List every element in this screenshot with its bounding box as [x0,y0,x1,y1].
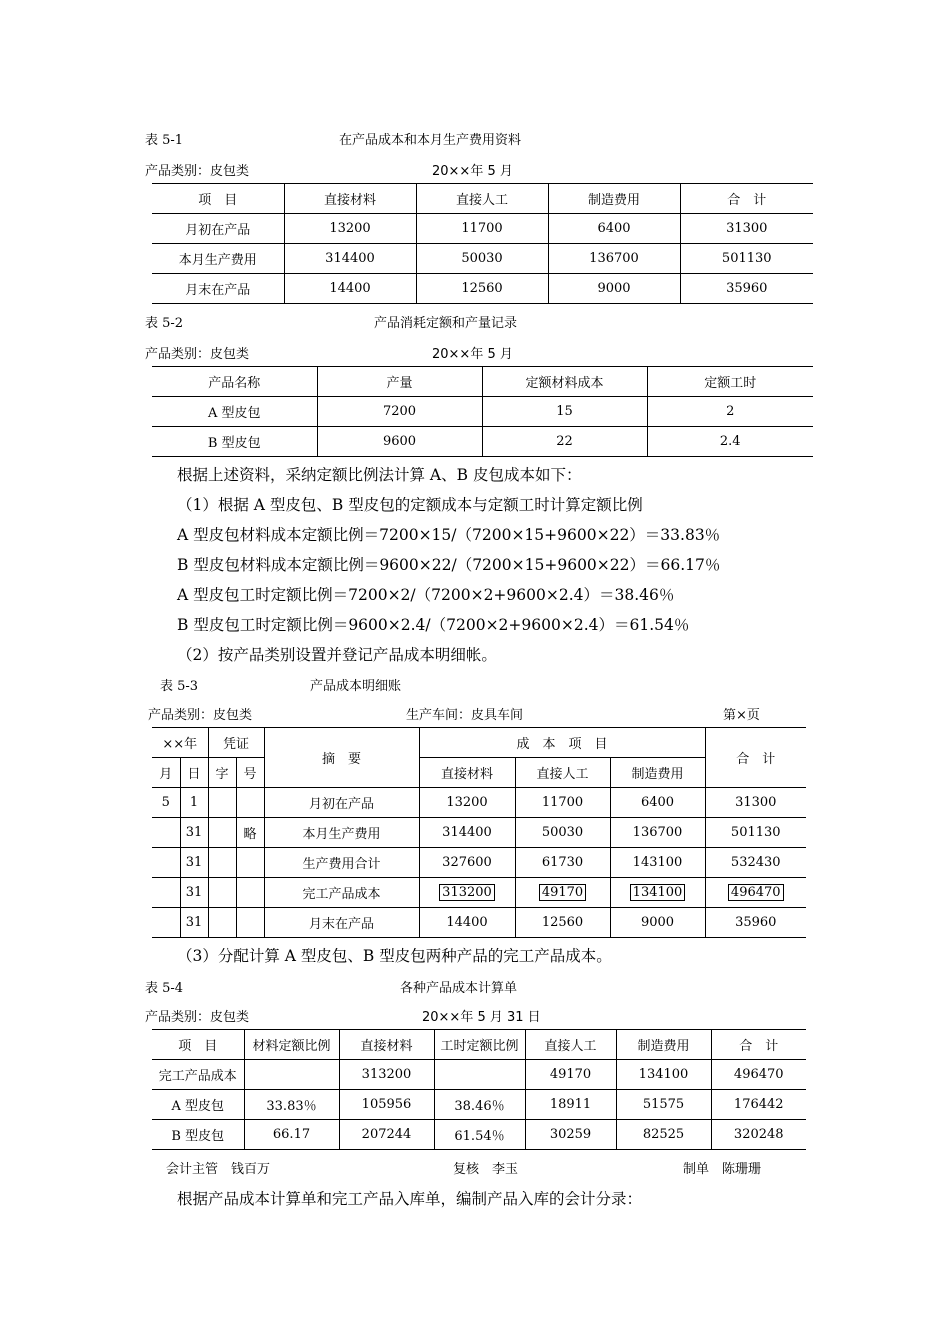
table-cell: 49170 [525,1060,616,1090]
table-cell: 136700 [610,818,705,848]
paragraph-step2: （2）按产品类别设置并登记产品成本明细帐。 [177,646,497,664]
t3-title: 产品成本明细账 [310,679,402,694]
table-cell: 完工产品成本 [264,878,419,908]
formula-b-hours: B 型皮包工时定额比例＝9600×2.4/（7200×2+9600×2.4）＝61.54％ [177,616,690,634]
table-cell: 完工产品成本 [152,1060,244,1090]
table-5-1 [152,183,813,304]
table-cell: B 型皮包 [152,1120,244,1150]
formula-a-material: A 型皮包材料成本定额比例＝7200×15/（7200×15+9600×22）＝33.83％ [177,526,721,544]
table-cell: 22 [482,427,647,457]
t1-date: 20××年 5 月 [432,164,513,179]
table-row [152,214,813,244]
t2-date: 20××年 5 月 [432,347,513,362]
table-cell: 314400 [284,244,416,274]
table-header-row [152,367,813,397]
table-row [152,1090,806,1120]
column-header: 产品名称 [152,367,317,397]
column-header: 项 目 [152,184,284,214]
table-cell: 136700 [548,244,680,274]
table-cell: 14400 [284,274,416,304]
table-row [152,244,813,274]
table-row [152,1060,806,1090]
table-cell: 6400 [610,788,705,818]
table-cell: 31300 [705,788,806,818]
table-cell: 12560 [515,908,610,938]
table-cell [236,908,264,938]
table-5-2 [152,366,813,457]
table-row [152,397,813,427]
table-cell [236,788,264,818]
column-header-total: 合 计 [705,728,806,788]
table-cell [152,878,180,908]
column-header-labor: 直接人工 [515,758,610,788]
table-cell: 13200 [284,214,416,244]
table-header-row [152,1030,806,1060]
table-cell: 31 [180,908,208,938]
table-cell: 50030 [515,818,610,848]
boxed-value: 313200 [439,884,495,901]
table-cell: 月初在产品 [264,788,419,818]
signature-maker: 制单 陈珊珊 [683,1162,762,1177]
table-cell [208,818,236,848]
table-row [152,1120,806,1150]
column-header: 直接材料 [339,1030,434,1060]
column-header: 工时定额比例 [434,1030,525,1060]
table-header-row [152,184,813,214]
table-row [152,274,813,304]
table-cell: 月末在产品 [264,908,419,938]
table-cell: 31 [180,818,208,848]
t1-title: 在产品成本和本月生产费用资料 [339,133,522,148]
t2-caption: 表 5-2 [145,316,184,331]
boxed-value: 496470 [728,884,784,901]
table-cell: 生产费用合计 [264,848,419,878]
column-header: 直接人工 [416,184,548,214]
table-cell [208,908,236,938]
table-cell: 176442 [711,1090,806,1120]
table-cell [208,788,236,818]
table-cell: 313200 [339,1060,434,1090]
t2-category: 产品类别：皮包类 [145,347,250,362]
table-cell: 66.17 [244,1120,339,1150]
table-cell: 11700 [416,214,548,244]
formula-b-material: B 型皮包材料成本定额比例＝9600×22/（7200×15+9600×22）＝66.17％ [177,556,721,574]
paragraph-step3: （3）分配计算 A 型皮包、B 型皮包两种产品的完工产品成本。 [177,947,612,965]
table-header-row [152,728,806,758]
table-cell: 51575 [616,1090,711,1120]
table-cell: 105956 [339,1090,434,1120]
column-header-num: 号 [236,758,264,788]
table-cell [208,848,236,878]
table-cell: A 型皮包 [152,1090,244,1120]
table-cell: 5 [152,788,180,818]
formula-a-hours: A 型皮包工时定额比例＝7200×2/（7200×2+9600×2.4）＝38.46％ [177,586,675,604]
table-cell: 14400 [419,908,515,938]
table-cell: 12560 [416,274,548,304]
column-header: 材料定额比例 [244,1030,339,1060]
table-cell: 月初在产品 [152,214,284,244]
table-cell [419,878,515,908]
table-cell [705,878,806,908]
t1-category: 产品类别：皮包类 [145,164,250,179]
table-cell: 532430 [705,848,806,878]
table-cell: 320248 [711,1120,806,1150]
t3-page: 第×页 [723,708,760,723]
column-header: 合 计 [680,184,813,214]
table-cell [152,818,180,848]
table-cell: 143100 [610,848,705,878]
table-cell: 35960 [680,274,813,304]
paragraph-intro: 根据上述资料，采纳定额比例法计算 A、B 皮包成本如下： [177,466,582,484]
table-cell: 9600 [317,427,482,457]
column-header: 合 计 [711,1030,806,1060]
table-cell: 207244 [339,1120,434,1150]
table-cell: 31300 [680,214,813,244]
table-cell: 略 [236,818,264,848]
table-5-4 [152,1029,806,1150]
t4-title: 各种产品成本计算单 [400,981,518,996]
t2-title: 产品消耗定额和产量记录 [374,316,518,331]
t4-date: 20××年 5 月 31 日 [422,1010,541,1025]
table-cell [610,878,705,908]
column-header: 直接人工 [525,1030,616,1060]
t3-caption: 表 5-3 [160,679,199,694]
table-row [152,788,806,818]
table-cell: 82525 [616,1120,711,1150]
signature-supervisor: 会计主管 钱百万 [166,1162,271,1177]
table-cell: 314400 [419,818,515,848]
table-5-3 [152,727,806,938]
t1-caption: 表 5-1 [145,133,184,148]
table-cell: 327600 [419,848,515,878]
table-row [152,427,813,457]
column-header-char: 字 [208,758,236,788]
table-cell: 本月生产费用 [152,244,284,274]
table-row [152,818,806,848]
signature-reviewer: 复核 李玉 [453,1162,519,1177]
table-cell [434,1060,525,1090]
paragraph-closing: 根据产品成本计算单和完工产品入库单，编制产品入库的会计分录： [177,1190,643,1208]
table-cell: A 型皮包 [152,397,317,427]
table-cell: 13200 [419,788,515,818]
table-cell [152,908,180,938]
table-cell: 38.46％ [434,1090,525,1120]
table-cell: 2.4 [647,427,813,457]
table-cell: 6400 [548,214,680,244]
table-cell: 1 [180,788,208,818]
column-header-day: 日 [180,758,208,788]
table-cell: 30259 [525,1120,616,1150]
table-cell: 7200 [317,397,482,427]
table-cell: 496470 [711,1060,806,1090]
table-cell [152,848,180,878]
t4-caption: 表 5-4 [145,981,184,996]
t4-category: 产品类别：皮包类 [145,1010,250,1025]
table-cell: 月末在产品 [152,274,284,304]
table-cell: 15 [482,397,647,427]
column-header: 项 目 [152,1030,244,1060]
table-row [152,908,806,938]
column-header: 产量 [317,367,482,397]
column-header-material: 直接材料 [419,758,515,788]
paragraph-step1: （1）根据 A 型皮包、B 型皮包的定额成本与定额工时计算定额比例 [177,496,643,514]
column-header-summary: 摘 要 [264,728,419,788]
table-row [152,878,806,908]
column-header: 制造费用 [548,184,680,214]
column-header: 定额材料成本 [482,367,647,397]
table-cell: 9000 [610,908,705,938]
table-cell [244,1060,339,1090]
table-cell: 31 [180,878,208,908]
column-header: 定额工时 [647,367,813,397]
t3-workshop: 生产车间：皮具车间 [406,708,524,723]
column-header: 直接材料 [284,184,416,214]
column-header-year: ××年 [152,728,208,758]
table-cell [208,878,236,908]
table-cell: 50030 [416,244,548,274]
table-cell [515,878,610,908]
table-cell: 134100 [616,1060,711,1090]
table-cell: 9000 [548,274,680,304]
column-header-month: 月 [152,758,180,788]
table-row [152,848,806,878]
boxed-value: 134100 [630,884,686,901]
table-cell: 18911 [525,1090,616,1120]
column-header-cost-items: 成 本 项 目 [419,728,705,758]
column-header: 制造费用 [616,1030,711,1060]
table-cell: 61730 [515,848,610,878]
column-header-overhead: 制造费用 [610,758,705,788]
t3-category: 产品类别：皮包类 [148,708,253,723]
table-cell: 31 [180,848,208,878]
boxed-value: 49170 [539,884,586,901]
column-header-voucher: 凭证 [208,728,264,758]
table-cell: 501130 [680,244,813,274]
table-cell: 2 [647,397,813,427]
table-cell: 本月生产费用 [264,818,419,848]
table-cell: B 型皮包 [152,427,317,457]
table-cell: 501130 [705,818,806,848]
table-cell: 11700 [515,788,610,818]
table-cell: 61.54％ [434,1120,525,1150]
table-cell [236,878,264,908]
table-cell: 35960 [705,908,806,938]
table-cell: 33.83％ [244,1090,339,1120]
table-cell [236,848,264,878]
